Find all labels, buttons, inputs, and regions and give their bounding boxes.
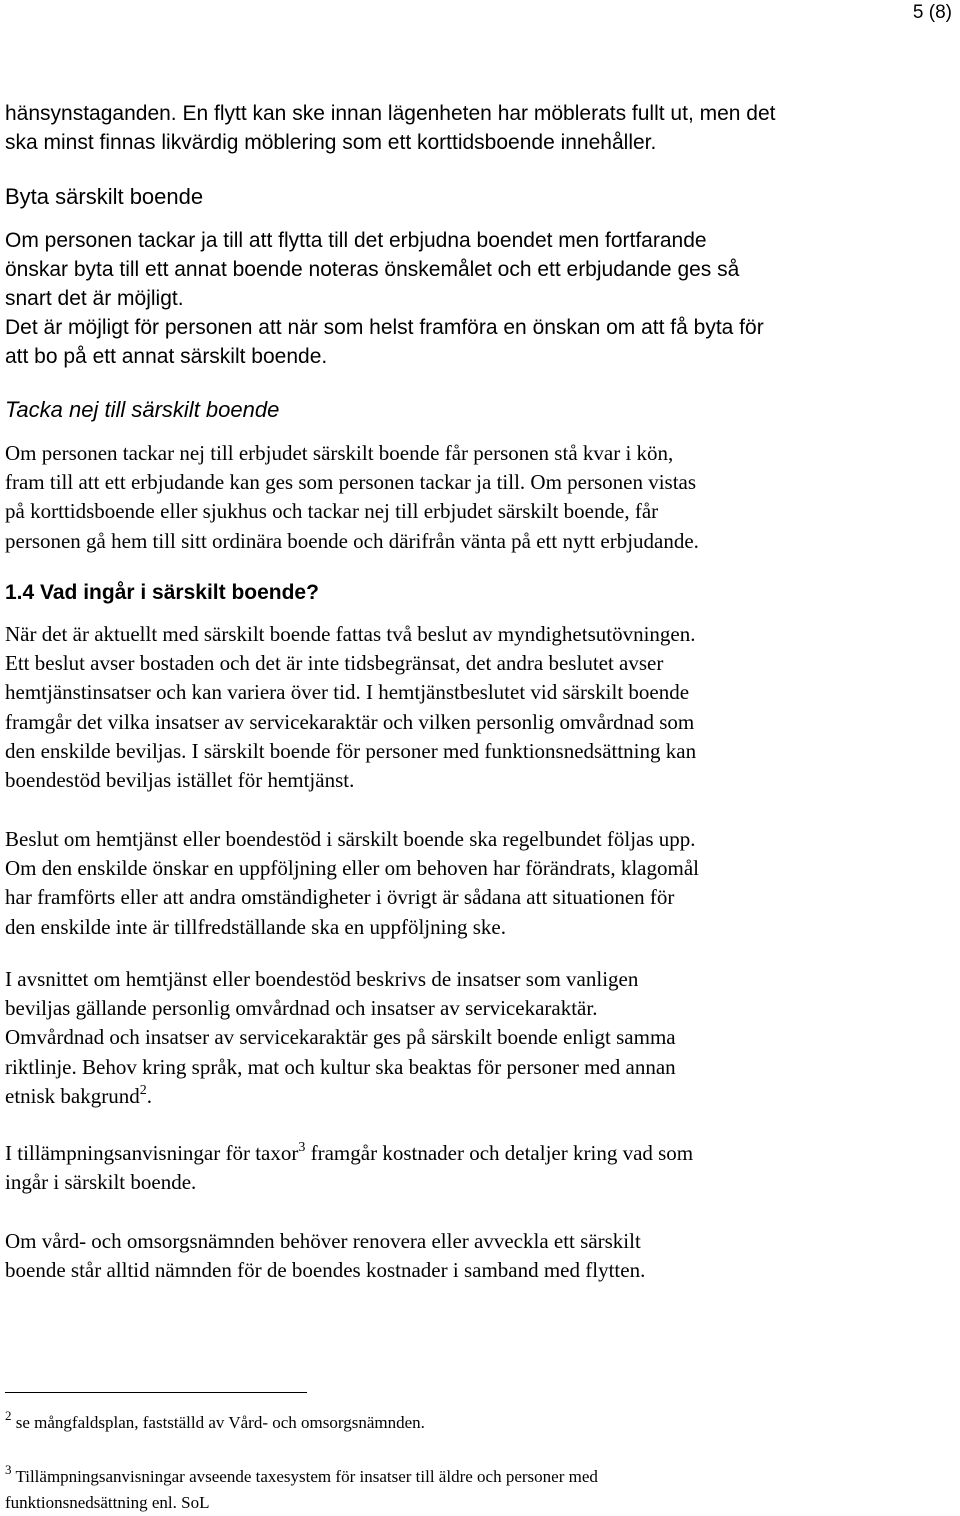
text-line: När det är aktuellt med särskilt boende fattas två beslut av myndighetsutövningen.: [5, 622, 696, 646]
section-paragraph-2: [5, 825, 950, 942]
text-line: fram till att ett erbjudande kan ges som personen tackar ja till. Om personen vistas: [5, 470, 697, 495]
section-heading: 1.4 Vad ingår i särskilt boende?: [5, 581, 319, 604]
text-line: Ett beslut avser bostaden och det är inte tidsbegränsat, det andra beslutet avser: [5, 651, 664, 676]
heading-tacka-nej: Tacka nej till särskilt boende: [5, 397, 280, 422]
text-line: snart det är möjligt.: [5, 287, 184, 310]
text-line: har framförts eller att andra omständigheter i övrigt är sådana att situationen för: [5, 885, 675, 910]
text-line: Om den enskilde önskar en uppföljning eller om behoven har förändrats, klagomål: [5, 856, 699, 881]
page-number: 5 (8): [912, 2, 952, 23]
text-line: på korttidsboende eller sjukhus och tackar nej till erbjudet särskilt boende, får: [5, 499, 659, 524]
footnote-2: [5, 1410, 425, 1436]
tacka-paragraph: [5, 439, 950, 556]
text-line: Beslut om hemtjänst eller boendestöd i särskilt boende ska regelbundet följas upp.: [5, 827, 696, 851]
section-paragraph-3: [5, 965, 950, 1111]
footnote-3-continued: funktionsnedsättning enl. SoL: [5, 1493, 210, 1512]
text-line: riktlinje. Behov kring språk, mat och kultur ska beaktas för personer med annan: [5, 1054, 676, 1079]
footnote-number: 3: [5, 1462, 12, 1477]
section-paragraph-5: [5, 1227, 950, 1285]
text-line: boende står alltid nämnden för de boendes kostnader i samband med flytten.: [5, 1258, 646, 1283]
text-line: den enskilde inte är tillfredställande ska en uppföljning ske.: [5, 914, 506, 939]
text-line: [5, 1082, 950, 1111]
intro-paragraph: [5, 99, 950, 157]
text-line: hänsynstaganden. En flytt kan ske innan lägenheten har möblerats fullt ut, men det: [5, 102, 776, 125]
footnote-3: [5, 1464, 598, 1490]
footnote-ref-3[interactable]: 3: [298, 1140, 306, 1155]
text-line: ska minst finnas likvärdig möblering som ett korttidsboende innehåller.: [5, 131, 657, 154]
text-line: personen gå hem till sitt ordinära boende och därifrån vänta på ett nytt erbjudande.: [5, 528, 699, 553]
text-line: den enskilde beviljas. I särskilt boende för personer med funktionsnedsättning kan: [5, 738, 697, 763]
footnote-text: se mångfaldsplan, fastställd av Vård- och omsorgsnämnden.: [11, 1413, 425, 1432]
text-line: Det är möjligt för personen att när som helst framföra en önskan om att få byta för: [5, 316, 764, 339]
text-line: önskar byta till ett annat boende noteras önskemålet och ett erbjudande ges så: [5, 258, 740, 281]
byta-paragraph-1: [5, 226, 950, 313]
footnote-ref-2[interactable]: 2: [139, 1082, 147, 1098]
text-line: att bo på ett annat särskilt boende.: [5, 345, 328, 368]
text-fragment: .: [146, 1083, 152, 1108]
section-paragraph-1: [5, 620, 950, 795]
text-fragment: etnisk bakgrund: [5, 1083, 140, 1108]
text-line: framgår det vilka insatser av servicekaraktär och vilken personlig omvårdnad som: [5, 709, 695, 734]
text-line: I avsnittet om hemtjänst eller boendestöd beskrivs de insatser som vanligen: [5, 967, 639, 991]
text-line: boendestöd beviljas istället för hemtjänst.: [5, 768, 355, 793]
text-line: [5, 1139, 950, 1168]
section-paragraph-4: [5, 1139, 950, 1197]
footnote-separator: [5, 1392, 307, 1393]
text-line: beviljas gällande personlig omvårdnad och insatser av servicekaraktär.: [5, 996, 598, 1021]
text-line: Omvårdnad och insatser av servicekaraktär ges på särskilt boende enligt samma: [5, 1025, 676, 1050]
byta-paragraph-2: [5, 313, 950, 371]
footnote-text: Tillämpningsanvisningar avseende taxesystem för insatser till äldre och personer med: [11, 1467, 598, 1486]
footnote-number: 2: [5, 1408, 12, 1423]
text-line: Om personen tackar nej till erbjudet särskilt boende får personen stå kvar i kön,: [5, 441, 674, 465]
text-line: Om vård- och omsorgsnämnden behöver renovera eller avveckla ett särskilt: [5, 1229, 641, 1253]
heading-byta: Byta särskilt boende: [5, 184, 204, 209]
text-line: ingår i särskilt boende.: [5, 1170, 197, 1195]
text-line: hemtjänstinsatser och kan variera över tid. I hemtjänstbeslutet vid särskilt boende: [5, 680, 690, 705]
text-line: Om personen tackar ja till att flytta till det erbjudna boendet men fortfarande: [5, 229, 707, 252]
text-fragment: I tillämpningsanvisningar för taxor: [5, 1141, 299, 1165]
text-fragment: framgår kostnader och detaljer kring vad som: [305, 1141, 694, 1165]
